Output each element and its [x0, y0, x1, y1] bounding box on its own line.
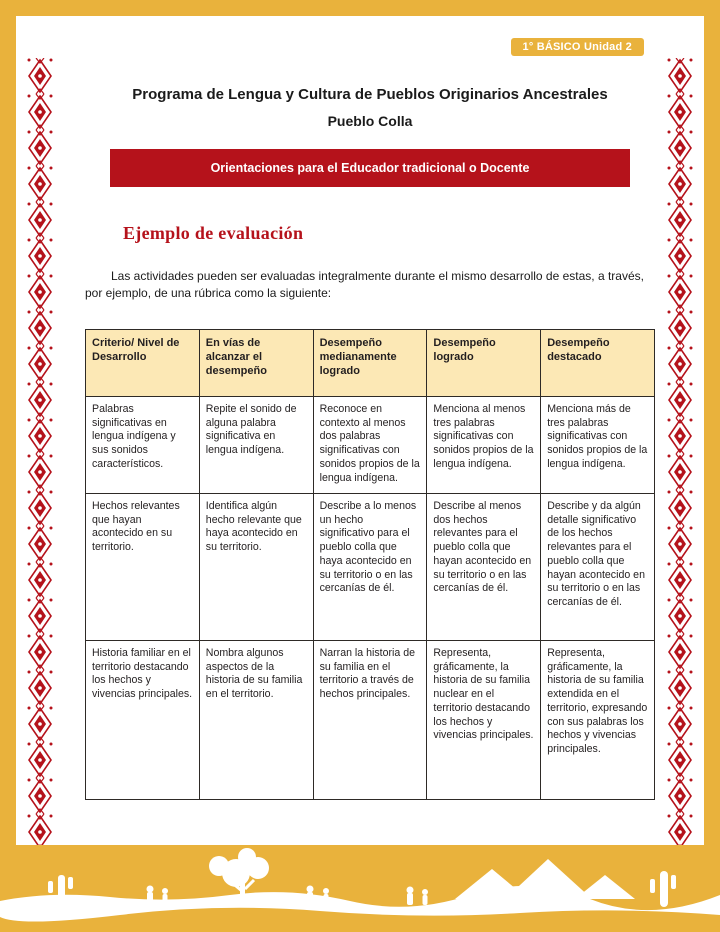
rubric-cell: Menciona más de tres palabras significativas con sonidos propios de la lengua indígena. [541, 396, 655, 493]
rubric-cell: Representa, gráficamente, la historia de su familia extendida en el territorio, expresando con sus palabras los hechos y vivencias principales. [541, 640, 655, 799]
rubric-header-cell: Desempeño logrado [427, 329, 541, 396]
rubric-cell: Nombra algunos aspectos de la historia de su familia en el territorio. [199, 640, 313, 799]
frame-right [704, 0, 720, 932]
document-page [85, 86, 655, 800]
rubric-cell: Menciona al menos tres palabras significativas con sonidos propios de la lengua indígena. [427, 396, 541, 493]
page-subtitle: Pueblo Colla [327, 113, 413, 129]
textile-pattern-border-left [27, 58, 53, 846]
rubric-row-palabras [86, 396, 655, 493]
textile-pattern-border-right [667, 58, 693, 846]
landscape-illustration [0, 845, 720, 932]
frame-left [0, 0, 16, 932]
rubric-cell: Narran la historia de su familia en el territorio a través de hechos principales. [313, 640, 427, 799]
rubric-header-cell: Criterio/ Nivel de Desarrollo [86, 329, 200, 396]
rubric-cell: Repite el sonido de alguna palabra significativa en lengua indígena. [199, 396, 313, 493]
rubric-cell: Reconoce en contexto al menos dos palabras significativas con sonidos propios de la lengua indígena. [313, 396, 427, 493]
rubric-cell: Describe a lo menos un hecho significativo para el pueblo colla que haya acontecido en su territorio o en las cercanías de él. [313, 493, 427, 640]
rubric-header-row [86, 329, 655, 396]
rubric-cell: Describe y da algún detalle significativo de los hechos relevantes para el pueblo colla que hayan acontecido en su territorio o en las cercanías de él. [541, 493, 655, 640]
rubric-cell: Historia familiar en el territorio destacando los hechos y vivencias principales. [86, 640, 200, 799]
frame-top [0, 0, 720, 16]
intro-paragraph: Las actividades pueden ser evaluadas integralmente durante el mismo desarrollo de estas, a través, por ejemplo, de una rúbrica como la siguiente: [85, 269, 644, 301]
rubric-row-historia [86, 640, 655, 799]
unit-badge: 1° BÁSICO Unidad 2 [511, 38, 644, 56]
page-title: Programa de Lengua y Cultura de Pueblos Originarios Ancestrales [132, 86, 608, 103]
rubric-cell: Palabras significativas en lengua indígena y sus sonidos característicos. [86, 396, 200, 493]
footer-band [0, 845, 720, 932]
section-heading: Ejemplo de evaluación [123, 223, 304, 243]
rubric-row-hechos [86, 493, 655, 640]
rubric-header-cell: En vías de alcanzar el desempeño [199, 329, 313, 396]
rubric-cell: Describe al menos dos hechos relevantes para el pueblo colla que hayan acontecido en su territorio o en las cercanías de él. [427, 493, 541, 640]
rubric-table [85, 329, 655, 800]
rubric-cell: Identifica algún hecho relevante que haya acontecido en su territorio. [199, 493, 313, 640]
rubric-cell: Representa, gráficamente, la historia de su familia nuclear en el territorio destacando los hechos y vivencias principales. [427, 640, 541, 799]
orientation-banner: Orientaciones para el Educador tradicional o Docente [110, 149, 630, 187]
rubric-cell: Hechos relevantes que hayan acontecido en su territorio. [86, 493, 200, 640]
rubric-header-cell: Desempeño medianamente logrado [313, 329, 427, 396]
rubric-header-cell: Desempeño destacado [541, 329, 655, 396]
